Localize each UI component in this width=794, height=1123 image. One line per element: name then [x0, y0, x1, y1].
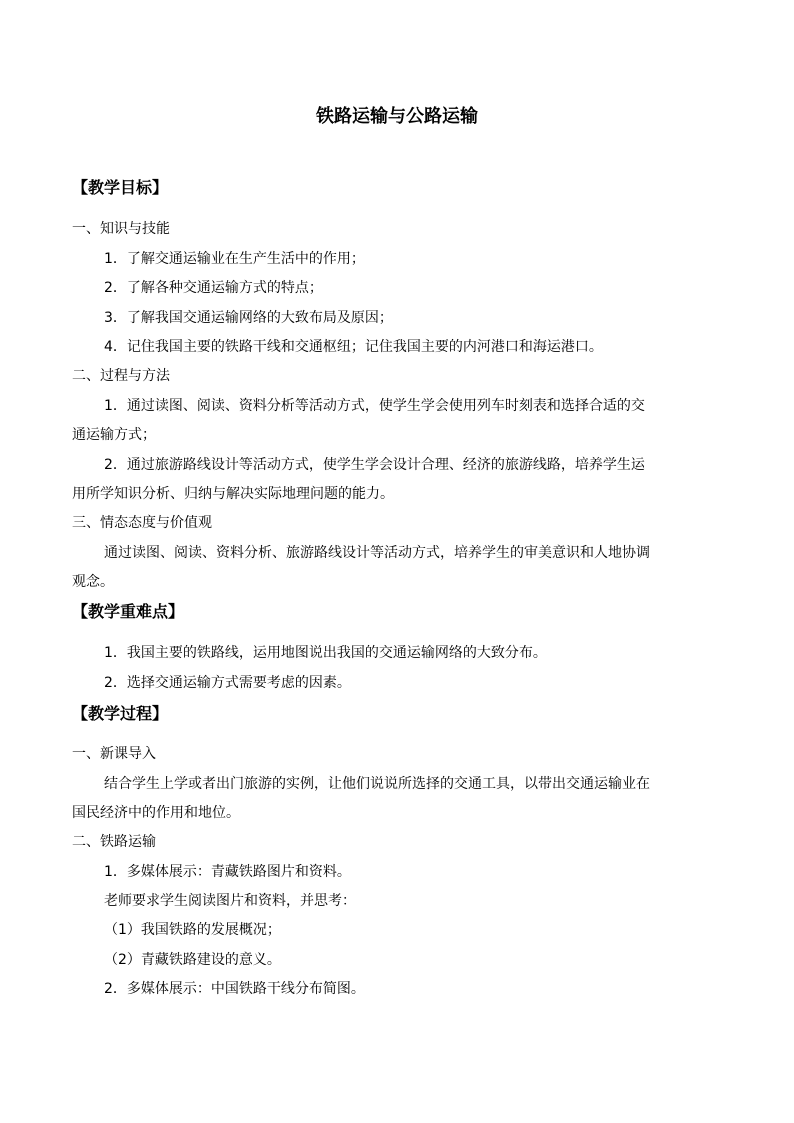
rail-question: （1）我国铁路的发展概况；: [104, 922, 281, 938]
key-point-item: 1．我国主要的铁路线，运用地图说出我国的交通运输网络的大致分布。: [104, 645, 547, 661]
key-point-item: 2．选择交通运输方式需要考虑的因素。: [104, 675, 351, 691]
section-heading-process: 【教学过程】: [72, 704, 169, 723]
method-item-line: 2．通过旅游路线设计等活动方式，使学生学会设计合理、经济的旅游线路，培养学生运: [104, 457, 645, 473]
section-heading-objectives: 【教学目标】: [72, 178, 169, 197]
attitude-heading: 三、情态态度与价值观: [72, 515, 212, 531]
method-item-line: 1．通过读图、阅读、资料分析等活动方式，使学生学会使用列车时刻表和选择合适的交: [104, 398, 645, 414]
knowledge-item: 1．了解交通运输业在生产生活中的作用；: [104, 251, 365, 267]
knowledge-item: 4．记住我国主要的铁路干线和交通枢纽；记住我国主要的内河港口和海运港口。: [104, 339, 603, 355]
document-title: 铁路运输与公路运输: [316, 106, 478, 127]
rail-item: 1．多媒体展示：青藏铁路图片和资料。: [104, 864, 351, 880]
rail-ask-line: 老师要求学生阅读图片和资料，并思考：: [104, 893, 356, 909]
attitude-paragraph-line: 观念。: [72, 574, 114, 590]
knowledge-item: 3．了解我国交通运输网络的大致布局及原因；: [104, 310, 393, 326]
knowledge-heading: 一、知识与技能: [72, 221, 170, 237]
rail-item: 2．多媒体展示：中国铁路干线分布简图。: [104, 981, 365, 997]
method-item-line: 用所学知识分析、归纳与解决实际地理问题的能力。: [72, 486, 394, 502]
intro-heading: 一、新课导入: [72, 746, 156, 762]
method-item-line: 通运输方式；: [72, 427, 156, 443]
attitude-paragraph-line: 通过读图、阅读、资料分析、旅游路线设计等活动方式，培养学生的审美意识和人地协调: [104, 545, 650, 561]
rail-heading: 二、铁路运输: [72, 834, 156, 850]
section-heading-key-points: 【教学重难点】: [72, 602, 185, 621]
rail-question: （2）青藏铁路建设的意义。: [104, 952, 281, 968]
intro-paragraph-line: 国民经济中的作用和地位。: [72, 805, 240, 821]
method-heading: 二、过程与方法: [72, 368, 170, 384]
intro-paragraph-line: 结合学生上学或者出门旅游的实例，让他们说说所选择的交通工具，以带出交通运输业在: [104, 776, 650, 792]
knowledge-item: 2．了解各种交通运输方式的特点；: [104, 280, 323, 296]
